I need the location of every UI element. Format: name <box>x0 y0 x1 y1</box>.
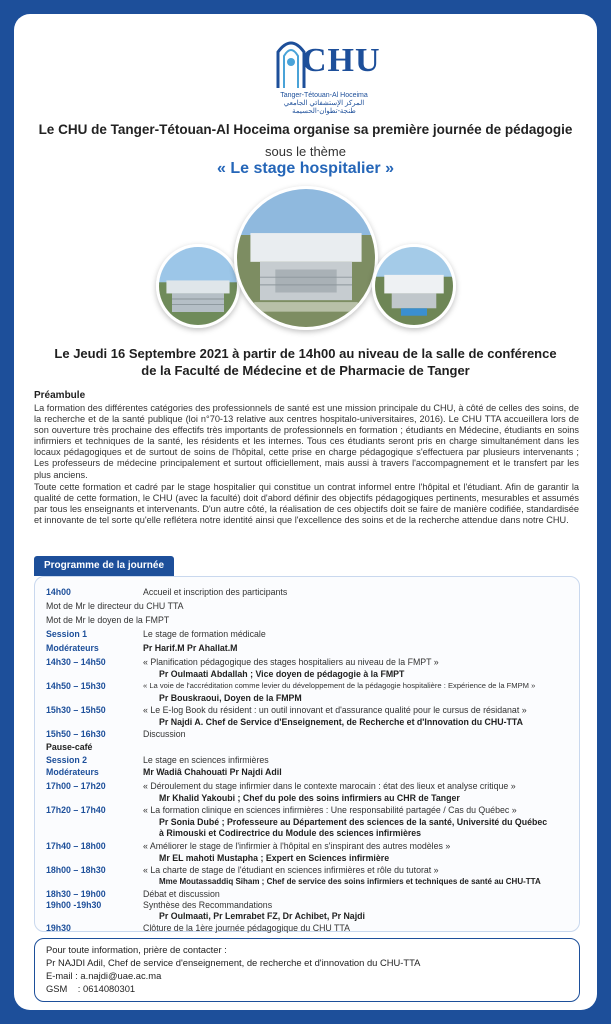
row-time: 14h50 – 15h30 <box>46 681 106 691</box>
row-pause: Pause-café <box>46 742 93 752</box>
row-text: Synthèse des Recommandations <box>143 900 273 910</box>
row-text: Le stage de formation médicale <box>143 629 266 639</box>
row-text: « La voie de l'accréditation comme levier du développement de la pédagogie hospitalière : Expérience de la FMPM » <box>143 681 536 690</box>
logo-arabic-line2: طنجة-تطوان-الحسيمة <box>292 108 356 115</box>
row-time: 18h30 – 19h00 <box>46 889 106 899</box>
row-time: 18h00 – 18h30 <box>46 865 106 875</box>
row-time: Session 1 <box>46 629 88 639</box>
row-time: 17h20 – 17h40 <box>46 805 106 815</box>
row-speaker: à Rimouski et Codirectrice du Module des sciences infirmières <box>159 828 422 838</box>
row-speaker: Pr Najdi A. Chef de Service d'Enseignement, de Recherche et d'Innovation du CHU-TTA <box>159 717 523 727</box>
contact-intro: Pour toute information, prière de contacter : <box>46 944 227 955</box>
row-time: Session 2 <box>46 755 88 765</box>
row-speaker: Pr Sonia Dubé ; Professeure au Département des sciences de la santé, Université du Québec <box>159 817 548 827</box>
preambule-paragraph-2: Toute cette formation et cadré par le stage hospitalier qui constitue un contrat informel entre l'hôpital et l'étudiant. Afin de garantir la qualité de cette formation, le CHU (avec la faculté) doit d'abord définir des objectifs pédagogiques pertinents, mesurables et assumés par tous les enseignants et intervenants. D'un autre côté, la réalisation de ces objectifs doit se faire de manière codifiée, standardisée et innovante de tel sorte qu'elle reflétera notre identité ainsi que l'excellence des soins et de la recherche attendue dans notre CHU. <box>34 482 579 526</box>
preambule-title: Préambule <box>34 390 86 401</box>
contact-person: Pr NAJDI Adil, Chef de service d'enseignement, de recherche et d'innovation du CHU-TTA <box>46 957 421 968</box>
programme-title: Programme de la journée <box>34 556 174 576</box>
row-text: « Planification pédagogique des stages hospitaliers au niveau de la FMPT » <box>143 657 439 667</box>
poster-card <box>14 14 597 1010</box>
row-time: 19h00 -19h30 <box>46 900 102 910</box>
row-time: 14h00 <box>46 587 71 597</box>
row-speaker: Pr Oulmaati Abdallah ; Vice doyen de pédagogie à la FMPT <box>159 669 405 679</box>
row-text: Accueil et inscription des participants <box>143 587 288 597</box>
hospital-photo-left <box>156 244 240 328</box>
row-speaker: Mr Khalid Yakoubi ; Chef du pole des soins infirmiers au CHR de Tanger <box>159 793 460 803</box>
row-text: « Déroulement du stage infirmier dans le contexte marocain : état des lieux et analyse critique » <box>143 781 516 791</box>
contact-phone[interactable]: GSM : 0614080301 <box>46 983 136 994</box>
row-speaker: Pr Oulmaati, Pr Lemrabet FZ, Dr Achibet, Pr Najdi <box>159 911 365 921</box>
row-text: « Le E-log Book du résident : un outil innovant et d'assurance qualité pour le cursus de résidanat » <box>143 705 527 715</box>
row-time: Modérateurs <box>46 643 99 653</box>
headline-main: Le CHU de Tanger-Tétouan-Al Hoceima organise sa première journée de pédagogie <box>38 122 573 137</box>
row-text: Débat et discussion <box>143 889 220 899</box>
row-speaker: Mme Moutassaddiq Siham ; Chef de service des soins infirmiers et techniques de santé au CHU-TTA <box>159 877 541 886</box>
logo-name: CHU <box>302 42 381 79</box>
row-time: Modérateurs <box>46 767 99 777</box>
contact-email[interactable]: E-mail : a.najdi@uae.ac.ma <box>46 970 162 981</box>
headline-theme: « Le stage hospitalier » <box>217 160 394 177</box>
event-date-line2: de la Faculté de Médecine et de Pharmacie de Tanger <box>141 363 470 378</box>
row-text: Discussion <box>143 729 186 739</box>
row-text: Mot de Mr le doyen de la FMPT <box>46 615 170 625</box>
row-text: « Améliorer le stage de l'infirmier à l'hôpital en s'inspirant des autres modèles » <box>143 841 451 851</box>
row-text: Mot de Mr le directeur du CHU TTA <box>46 601 184 611</box>
row-speaker: Mr EL mahoti Mustapha ; Expert en Sciences infirmière <box>159 853 390 863</box>
row-moderators: Pr Harif.M Pr Ahallat.M <box>143 643 238 653</box>
row-text: « La formation clinique en sciences infirmières : Une responsabilité partagée / Cas du Québec » <box>143 805 517 815</box>
row-speaker: Pr Bouskraoui, Doyen de la FMPM <box>159 693 302 703</box>
row-time: 19h30 <box>46 923 71 933</box>
row-text: Clôture de la 1ère journée pédagogique du CHU TTA <box>143 923 351 933</box>
hospital-photo-center <box>234 186 378 330</box>
preambule-paragraph-1: La formation des différentes catégories des professionnels de santé est une mission principale du CHU, à côté de celles des soins, de la recherche et de la santé publique (loi n°70-13 relative aux centres hospitalo-universitaires, 2016). Le CHU TTA accueillera lors de son ouverture très prochaine des effectifs très importants de professionnels en formation ; étudiants en Médecine, étudiants en soins infirmiers et techniques de la santé, les résidents et les internes. Tous ces étudiants seront pris en charge simultanément dans les locaux pédagogiques et de surtout de soins de l'hôpital, cette prise en charge pédagogique s'effectuera par plusieurs intervenants ; Les professeurs de médecine principalement et surtout officiellement, mais aussi à travers l'accompagnement et le transfert par les plus anciens. <box>34 403 579 480</box>
row-text: « La charte de stage de l'étudiant en sciences infirmières et rôle du tutorat » <box>143 865 439 875</box>
row-moderators: Mr Wadiâ Chahouati Pr Najdi Adil <box>143 767 282 777</box>
row-text: Le stage en sciences infirmières <box>143 755 269 765</box>
chu-logo <box>264 32 384 124</box>
logo-arabic-line1: المركز الإستشفائي الجامعي <box>283 100 365 107</box>
headline-sub: sous le thème <box>265 144 346 159</box>
row-time: 15h30 – 15h50 <box>46 705 106 715</box>
row-time: 14h30 – 14h50 <box>46 657 106 667</box>
hospital-photo-right <box>372 244 456 328</box>
row-time: 15h50 – 16h30 <box>46 729 106 739</box>
row-time: 17h00 – 17h20 <box>46 781 106 791</box>
row-time: 17h40 – 18h00 <box>46 841 106 851</box>
event-date-line1: Le Jeudi 16 Septembre 2021 à partir de 14h00 au niveau de la salle de conférence <box>54 346 557 361</box>
logo-subtitle: Tanger-Tétouan-Al Hoceima <box>280 92 368 99</box>
